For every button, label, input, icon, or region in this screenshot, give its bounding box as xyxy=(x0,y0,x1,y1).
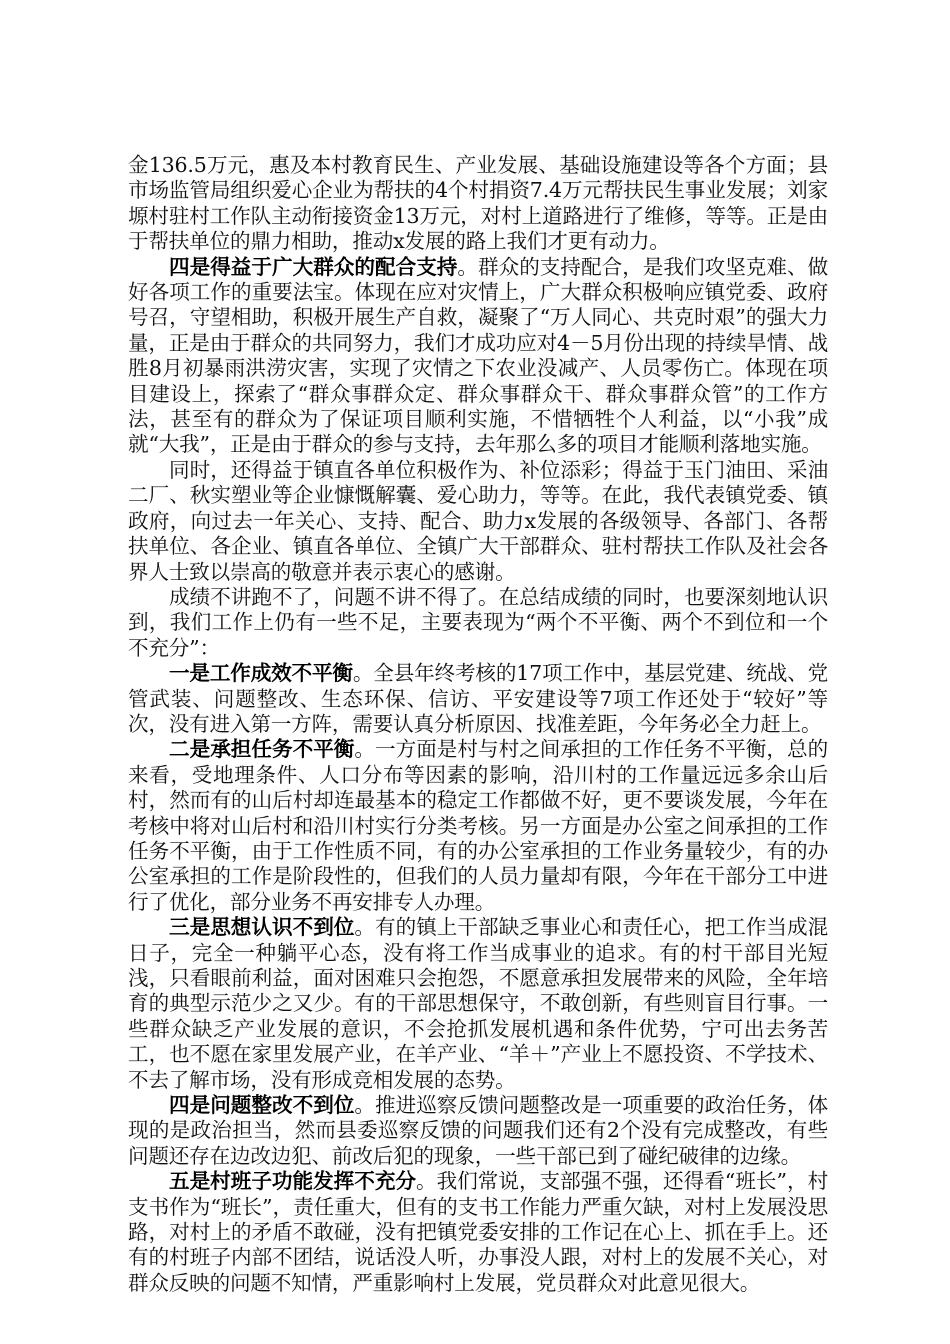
paragraph-lead: 二是承担任务不平衡 xyxy=(169,737,355,762)
paragraph-lead: 三是思想认识不到位 xyxy=(169,915,355,940)
paragraph-lead: 五是村班子功能发挥不充分 xyxy=(169,1169,417,1194)
paragraph-text: 。一方面是村与村之间承担的工作任务不平衡，总的来看，受地理条件、人口分布等因素的影响，沿川村的工作量远远多余山后村，然而有的山后村却连最基本的稳定工作都做不好，更不要谈发展，今年在考核中将对山后村和沿川村实行分类考核。另一方面是办公室之间承担的工作任务不平衡，由于工作性质不同，有的办公室承担的工作业务量较少，有的办公室承担的工作是阶段性的，但我们的人员力量却有限，今年在干部分工中进行了优化，部分业务不再安排专人办理。 xyxy=(128,737,828,914)
paragraph-village-team xyxy=(128,1169,828,1296)
paragraph-thanks xyxy=(128,458,828,585)
paragraph-text: 。我们常说，支部强不强，还得看“班长”，村支书作为“班长”，责任重大，但有的支书工作能力严重欠缺，对村上发展没思路，对村上的矛盾不敢碰，没有把镇党委安排的工作记在心上、抓在手上。还有的村班子内部不团结，说话没人听，办事没人跟，对村上的发展不关心，对群众反映的问题不知情，严重影响村上发展，党员群众对此意见很大。 xyxy=(128,1169,828,1295)
paragraph-text: 同时，还得益于镇直各单位积极作为、补位添彩；得益于玉门油田、采油二厂、秋实塑业等企业慷慨解囊、爱心助力，等等。在此，我代表镇党委、镇政府，向过去一年关心、支持、配合、助力x发展的各级领导、各部门、各帮扶单位、各企业、镇直各单位、全镇广大干部群众、驻村帮扶工作队及社会各界人士致以崇高的敬意并表示衷心的感谢。 xyxy=(128,457,828,584)
paragraph-text: 金136.5万元，惠及本村教育民生、产业发展、基础设施建设等各个方面；县市场监管局组织爱心企业为帮扶的4个村捐资7.4万元帮扶民生事业发展；刘家塬村驻村工作队主动衔接资金13万元，对村上道路进行了维修，等等。正是由于帮扶单位的鼎力相助，推动x发展的路上我们才更有动力。 xyxy=(128,153,828,254)
paragraph-thinking xyxy=(128,915,828,1093)
paragraph-work-results xyxy=(128,661,828,737)
paragraph-lead: 一是工作成效不平衡 xyxy=(169,661,353,686)
paragraph-text: 成绩不讲跑不了，问题不讲不得了。在总结成绩的同时，也要深刻地认识到，我们工作上仍有一些不足，主要表现为“两个不平衡、两个不到位和一个不充分”： xyxy=(128,584,828,660)
paragraph-shortcomings-intro xyxy=(128,585,828,661)
paragraph-support-funds xyxy=(128,153,828,255)
paragraph-masses-support xyxy=(128,255,828,458)
paragraph-task-balance xyxy=(128,737,828,915)
paragraph-lead: 四是问题整改不到位 xyxy=(169,1093,355,1118)
paragraph-text: 。有的镇上干部缺乏事业心和责任心，把工作当成混日子，完全一种躺平心态，没有将工作当成事业的追求。有的村干部目光短浅，只看眼前利益，面对困难只会抱怨，不愿意承担发展带来的风险，全年培育的典型示范少之又少。有的干部思想保守，不敢创新，有些则盲目行事。一些群众缺乏产业发展的意识，不会抢抓发展机遇和条件优势，宁可出去务苦工，也不愿在家里发展产业，在羊产业、“羊＋”产业上不愿投资、不学技术、不去了解市场，没有形成竞相发展的态势。 xyxy=(128,915,828,1092)
paragraph-text: 。群众的支持配合，是我们攻坚克难、做好各项工作的重要法宝。体现在应对灾情上，广大群众积极响应镇党委、政府号召，守望相助，积极开展生产自救，凝聚了“万人同心、共克时艰”的强大力量，正是由于群众的共同努力，我们才成功应对4－5月份出现的持续旱情、战胜8月初暴雨洪涝灾害，实现了灾情之下农业没减产、人员零伤亡。体现在项目建设上，探索了“群众事群众定、群众事群众干、群众事群众管”的工作方法，甚至有的群众为了保证项目顺利实施，不惜牺牲个人利益，以“小我”成就“大我”，正是由于群众的参与支持，去年那么多的项目才能顺利落地实施。 xyxy=(128,254,828,457)
paragraph-text: 。推进巡察反馈问题整改是一项重要的政治任务，体现的是政治担当，然而县委巡察反馈的问题我们还有2个没有完成整改，有些问题还存在边改边犯、前改后犯的现象，一些干部已到了碰纪破律的边缘。 xyxy=(128,1093,828,1168)
paragraph-rectification xyxy=(128,1093,828,1169)
paragraph-text: 。全县年终考核的17项工作中，基层党建、统战、党管武装、问题整改、生态环保、信访、平安建设等7项工作还处于“较好”等次，没有进入第一方阵，需要认真分析原因、找准差距，今年务必全力赶上。 xyxy=(128,661,829,736)
document-body xyxy=(128,153,828,1296)
paragraph-lead: 四是得益于广大群众的配合支持 xyxy=(169,254,458,279)
